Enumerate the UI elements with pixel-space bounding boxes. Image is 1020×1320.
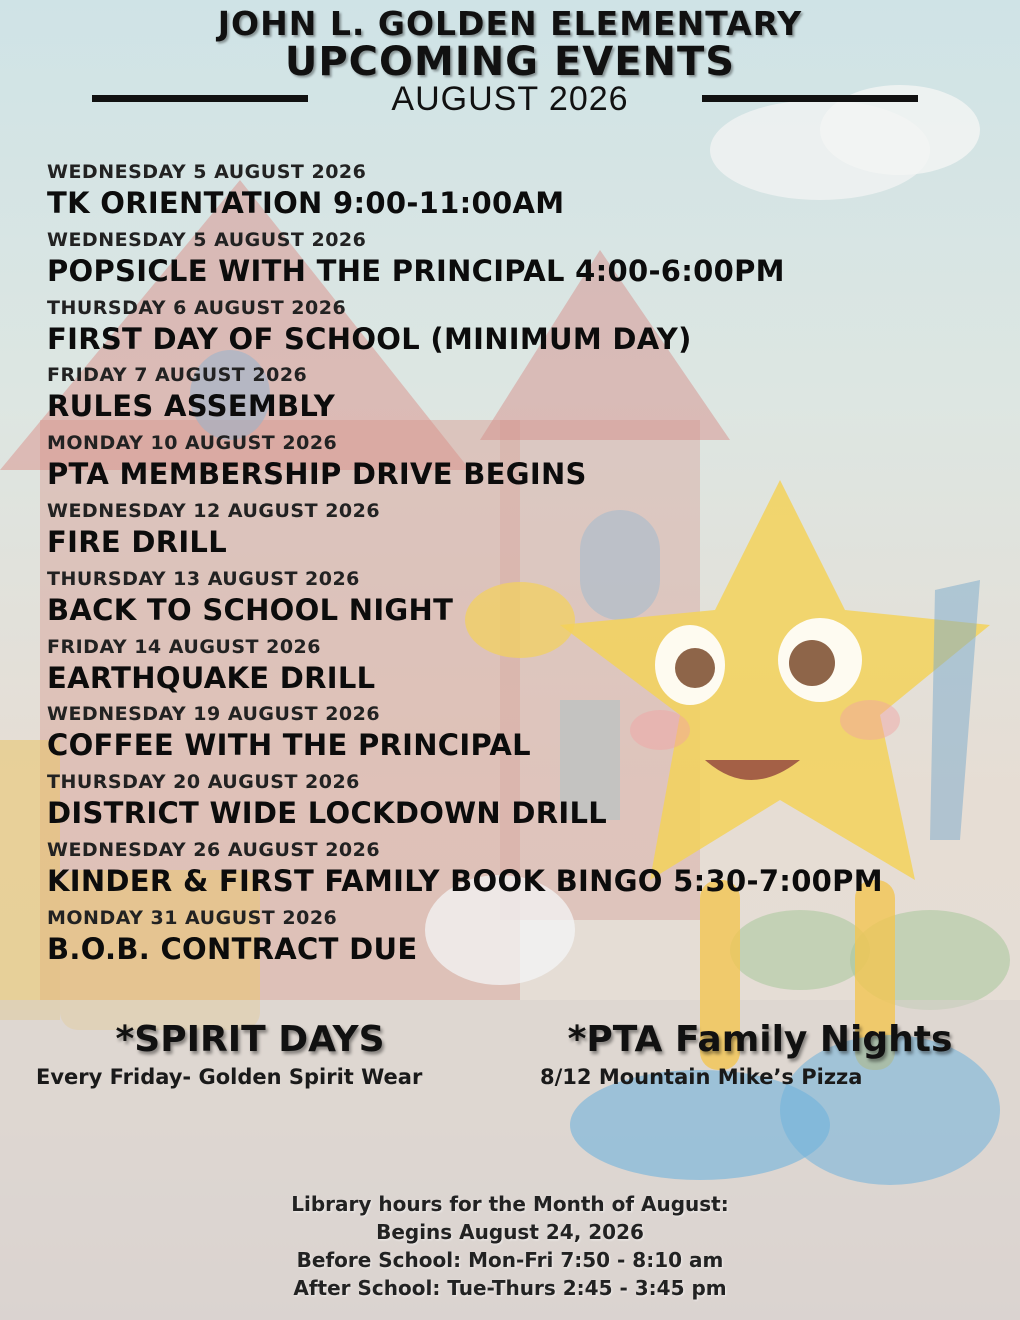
event-name: FIRE DRILL	[47, 524, 227, 559]
event-item	[47, 633, 987, 701]
spirit-days-text: Every Friday- Golden Spirit Wear	[36, 1065, 423, 1089]
month-title: AUGUST 2026	[391, 80, 629, 118]
header-rule-left	[92, 95, 308, 102]
event-name: POPSICLE WITH THE PRINCIPAL 4:00-6:00PM	[47, 253, 785, 288]
event-date: WEDNESDAY 5 AUGUST 2026	[47, 228, 367, 251]
event-item	[47, 429, 987, 497]
spirit-days-section	[0, 1018, 500, 1092]
spirit-days-title: *SPIRIT DAYS	[115, 1019, 385, 1060]
event-date: WEDNESDAY 5 AUGUST 2026	[47, 161, 367, 183]
event-item	[47, 565, 987, 633]
event-item	[47, 294, 987, 362]
page-title: UPCOMING EVENTS	[284, 39, 736, 85]
event-date: WEDNESDAY 12 AUGUST 2026	[47, 499, 381, 522]
event-item	[47, 158, 987, 226]
event-date: FRIDAY 7 AUGUST 2026	[47, 364, 308, 387]
event-name: KINDER & FIRST FAMILY BOOK BINGO 5:30-7:00PM	[47, 863, 883, 898]
event-name: DISTRICT WIDE LOCKDOWN DRILL	[47, 796, 608, 831]
event-name: PTA MEMBERSHIP DRIVE BEGINS	[47, 457, 587, 492]
library-after-school: After School: Tue-Thurs 2:45 - 3:45 pm	[293, 1276, 727, 1300]
event-item	[47, 836, 987, 904]
event-name: FIRST DAY OF SCHOOL (MINIMUM DAY)	[47, 321, 692, 356]
event-name: TK ORIENTATION 9:00-11:00AM	[47, 186, 565, 220]
event-name: B.O.B. CONTRACT DUE	[47, 931, 418, 966]
event-item	[47, 768, 987, 836]
event-name: RULES ASSEMBLY	[47, 389, 335, 424]
library-hours-heading: Library hours for the Month of August:	[291, 1192, 729, 1216]
event-date: THURSDAY 20 AUGUST 2026	[47, 771, 360, 794]
header-rule-right	[702, 95, 918, 102]
library-hours	[230, 1190, 790, 1302]
event-item	[47, 361, 987, 429]
event-item	[47, 904, 987, 972]
event-item	[47, 700, 987, 768]
library-start-date: Begins August 24, 2026	[376, 1220, 644, 1244]
event-date: MONDAY 10 AUGUST 2026	[47, 432, 338, 455]
pta-family-nights-title: *PTA Family Nights	[567, 1019, 953, 1060]
school-name: JOHN L. GOLDEN ELEMENTARY	[217, 4, 803, 43]
pta-family-nights-section	[520, 1018, 1000, 1092]
event-item	[47, 497, 987, 565]
event-date: WEDNESDAY 26 AUGUST 2026	[47, 838, 381, 861]
event-date: FRIDAY 14 AUGUST 2026	[47, 635, 321, 658]
library-before-school: Before School: Mon-Fri 7:50 - 8:10 am	[296, 1248, 724, 1272]
event-date: THURSDAY 6 AUGUST 2026	[47, 296, 347, 319]
events-list	[47, 158, 987, 972]
pta-family-nights-text: 8/12 Mountain Mike’s Pizza	[540, 1065, 863, 1089]
event-name: BACK TO SCHOOL NIGHT	[47, 592, 454, 627]
event-date: MONDAY 31 AUGUST 2026	[47, 906, 338, 929]
event-item	[47, 226, 987, 294]
event-date: THURSDAY 13 AUGUST 2026	[47, 567, 360, 590]
event-name: EARTHQUAKE DRILL	[47, 660, 376, 695]
event-name: COFFEE WITH THE PRINCIPAL	[47, 728, 531, 763]
event-date: WEDNESDAY 19 AUGUST 2026	[47, 703, 381, 726]
